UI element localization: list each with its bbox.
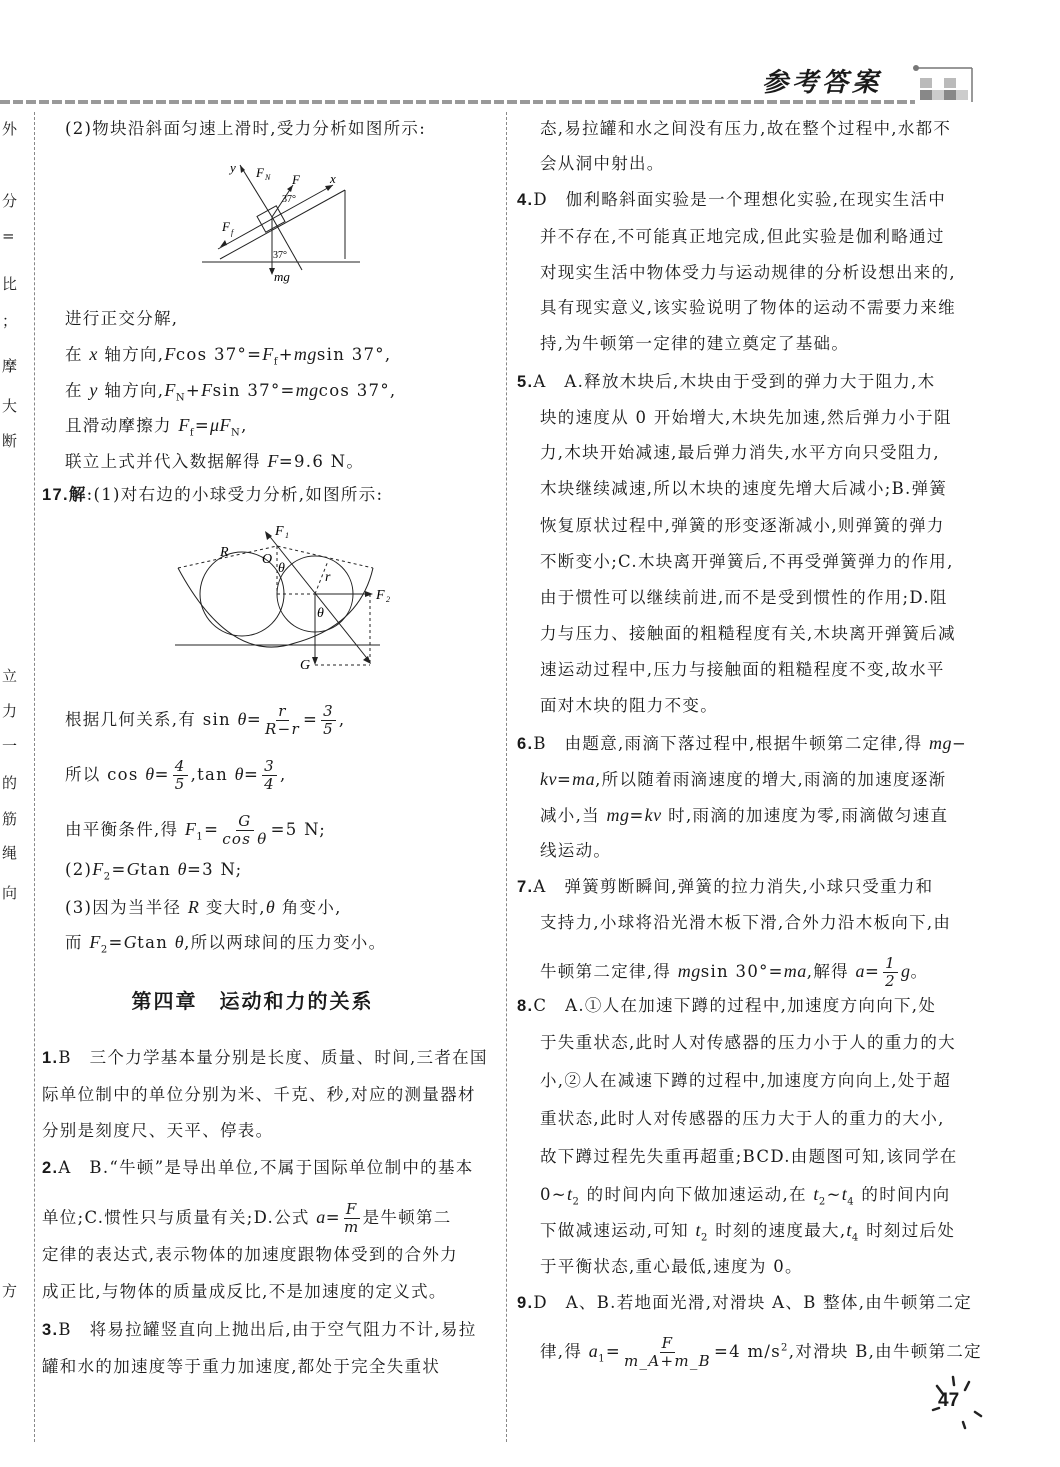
text-line [42,1120,273,1142]
text-run: 牛顿第二定律,得 [540,962,678,981]
math-symbol: θ [237,709,247,729]
subscript: 2 [572,1196,581,1208]
margin-fragment: 比 [2,275,18,293]
label-x: x [330,171,336,186]
text-line [517,995,936,1017]
text-run: cos 37°, [318,381,397,400]
text-run: 定律的表达式,表示物体的加速度跟物体受到的合外力 [42,1245,458,1264]
label-f: F [292,172,300,187]
label-O: O [262,552,273,567]
text-line [540,659,945,681]
text-line [540,297,956,319]
label-G: G [300,658,311,673]
math-symbol: mg [295,380,319,400]
numerator: 3 [264,757,275,775]
text-run: = [246,710,262,729]
text-run: =4 m/s [714,1342,782,1361]
text-run: =5 N; [270,820,327,839]
text-run: 持,为牛顿第一定律的建立奠定了基础。 [540,334,850,353]
text-line [517,732,967,755]
text-line [540,695,718,717]
text-run: D 伽利略斜面实验是一个理想化实验,在现实生活中 [533,190,947,209]
text-run: 是牛顿第二 [362,1208,452,1227]
denominator: m [343,1218,360,1236]
text-run: 的时间内向 [854,1185,951,1204]
text-run: 罐和水的加速度等于重力加速度,都处于完全失重状 [42,1357,441,1376]
text-run: 在 [65,345,90,364]
text-line [540,840,611,862]
text-run: , [338,710,346,729]
text-run: 重状态,此时人对传感器的压力大于人的重力的大小, [540,1109,945,1128]
math-symbol: mg [677,961,701,981]
text-run: 线运动。 [540,841,612,860]
text-line [540,768,946,791]
text-run: 际单位制中的单位分别为米、千克、秒,对应的测量器材 [42,1085,476,1104]
text-run: 在 [65,381,90,400]
denominator: 5 [174,775,186,793]
text-run: 态,易拉罐和水之间没有压力,故在整个过程中,水都不 [540,119,952,138]
margin-fragment: 筋 [2,810,18,828]
margin-fragment: 大 [2,397,18,415]
math-symbol: a [316,1207,326,1227]
margin-fragment: 一 [2,737,18,755]
two-spheres-force-diagram [170,515,400,675]
text-run: = [865,962,881,981]
text-line [540,118,951,140]
fraction [173,758,188,793]
text-line [540,1219,955,1249]
text-run: 会从洞中射出。 [540,154,665,173]
text-run: D A、B.若地面光滑,对滑块 A、B 整体,由牛顿第二定 [533,1293,973,1312]
text-run: ~ [826,1185,842,1204]
text-run: 成正比,与物体的质量成反比,不是加速度的定义式。 [42,1282,447,1301]
text-run: (2) [65,860,93,879]
text-line [517,371,935,393]
subscript: 2 [701,1232,709,1244]
text-run: 所以 cos [65,765,146,784]
numerator: F [661,1334,674,1352]
math-symbol: ma [572,769,596,789]
column-divider [506,112,507,1442]
math-symbol: F [184,819,197,839]
text-run: =3 N; [186,860,243,879]
text-run: , [279,765,287,784]
text-run: A A.释放木块后,木块由于受到的弹力大于阻力,木 [533,372,936,391]
text-run: 联立上式并代入数据解得 [65,452,268,471]
text-run: ,tan [190,765,235,784]
text-line [540,442,940,464]
text-run: 分别是刻度尺、天平、停表。 [42,1121,274,1140]
text-run: A B.“牛顿”是导出单位,不属于国际单位制中的基本 [58,1158,474,1177]
math-symbol: θ [265,897,276,917]
text-line [540,478,947,500]
math-symbol: F [164,380,176,400]
subscript: 1 [598,1353,606,1365]
label-theta: θ [317,606,324,621]
text-run: 单位;C.惯性只与质量有关;D.公式 [42,1208,317,1227]
math-symbol: y [89,380,98,400]
text-line [42,1319,477,1341]
math-symbol: θ [174,932,185,952]
math-symbol: a [588,1341,599,1361]
text-line [65,813,326,848]
text-run: 角变小, [275,898,342,917]
math-symbol: t [566,1184,573,1204]
numerator: 3 [323,702,334,720]
item-number: 8. [517,997,534,1015]
item-number: 解 [68,486,87,504]
label-r: r [325,570,331,585]
text-run: B 三个力学基本量分别是长度、质量、时间,三者在国 [58,1048,488,1067]
margin-fragment: 向 [2,884,18,902]
margin-fragment: 力 [2,702,18,720]
text-line [540,407,952,429]
text-line [65,703,345,738]
math-symbol: F [267,451,279,471]
text-run: B 由题意,雨滴下落过程中,根据牛顿第二定律,得 [533,734,929,753]
text-line [540,804,948,827]
math-symbol: R [187,897,200,917]
margin-fragment: ； [2,312,18,330]
text-run: tan [137,933,175,952]
math-symbol: ma [783,961,807,981]
text-run: :(1)对右边的小球受力分析,如图所示: [86,485,384,504]
margin-fragment: 的 [2,774,18,792]
math-symbol: t [846,1220,852,1240]
text-line [540,623,956,645]
denominator: cos θ [222,830,268,848]
text-run: 且滑动摩擦力 [65,416,179,435]
text-run: 根据几何关系,有 sin [65,710,238,729]
math-symbol: g [900,961,911,981]
text-line [65,414,248,444]
text-run: 由平衡条件,得 [65,820,185,839]
text-line [42,484,383,506]
text-run: − [951,734,968,753]
item-number: 4. [517,191,534,209]
item-number: 9. [517,1294,534,1312]
text-line [65,896,342,919]
text-run: + [278,345,294,364]
subscript: 2 [100,944,109,956]
text-run: = [154,765,170,784]
text-run: 的时间内向下做加速运动,在 [580,1185,814,1204]
text-line [65,308,178,330]
label-f2: F [376,588,385,603]
math-symbol: G [126,859,141,879]
subscript: 2 [818,1196,827,1208]
subscript: N [231,427,242,439]
text-line [65,858,242,888]
subscript: 1 [196,831,205,843]
text-run: = [556,770,573,789]
subscript: 4 [851,1232,860,1244]
text-run: ,对滑块 B,由牛顿第二定 [788,1342,982,1361]
text-run: = [605,1342,622,1361]
header-decoration-icon [910,62,980,104]
math-symbol: kv [644,805,662,825]
numerator: F [345,1200,358,1218]
label-f2-sub: 2 [386,595,390,604]
math-symbol: G [123,932,138,952]
text-run: 速运动过程中,压力与接触面的粗糙程度不变,故水平 [540,660,945,679]
text-run: cos 37°= [175,345,263,364]
math-symbol: mg [606,805,630,825]
text-run: 下做减速运动,可知 [540,1221,696,1240]
text-line [42,1084,476,1106]
numerator: 1 [885,954,896,972]
numerator: r [278,702,287,720]
math-symbol: F [201,380,213,400]
text-run: 木块继续减速,所以木块的速度先增大后减小;B.弹簧 [540,479,948,498]
label-ff: F [222,219,230,234]
column-divider [34,112,35,1442]
text-line [540,551,954,573]
fraction [262,758,277,793]
text-run: 并不存在,不可能真正地完成,但此实验是伽利略通过 [540,227,945,246]
fraction [344,1201,360,1236]
text-line [540,515,945,537]
text-run: 变大时, [199,898,266,917]
label-theta: θ [278,561,285,576]
text-run: =9.6 N。 [278,452,365,471]
text-line [540,1335,982,1370]
text-run: 由于惯性可以继续前进,而不是受到惯性的作用;D.阻 [540,588,948,607]
header-title: 参考答案 [762,68,883,98]
math-symbol: mg [293,344,317,364]
text-line [540,153,665,175]
text-run: tan [140,860,178,879]
math-symbol: x [89,344,98,364]
text-line [540,262,956,284]
denominator: 2 [885,972,896,990]
label-fn: F [256,165,264,180]
text-run: = [302,710,319,729]
text-run: 具有现实意义,该实验说明了物体的运动不需要力来维 [540,298,956,317]
text-run: 轴方向, [97,345,165,364]
math-symbol: t [841,1184,848,1204]
text-line [42,1356,440,1378]
fraction [222,813,267,848]
text-run: sin 37°= [212,381,296,400]
subscript: 2 [103,871,112,883]
label-fn-sub: N [265,173,271,182]
text-run: 时刻的速度最大, [708,1221,847,1240]
text-line [65,758,287,793]
text-run: , [241,416,248,435]
math-symbol: F [92,859,104,879]
text-run: 进行正交分解, [65,309,179,328]
text-run: 小,②人在减速下蹲的过程中,加速度方向向上,处于超 [540,1071,952,1090]
math-symbol: F [178,415,190,435]
text-run: 律,得 [540,1342,589,1361]
text-run: 故下蹲过程先失重再超重;BCD.由题图可知,该同学在 [540,1147,958,1166]
margin-fragment: 立 [2,667,18,685]
fraction [624,1335,711,1370]
item-number: 17. [42,486,69,504]
text-run: = [111,860,127,879]
text-run: = [108,933,124,952]
item-number: 7. [517,878,534,896]
denominator: 4 [264,775,275,793]
text-run: = [194,416,211,435]
label-y: y [230,160,236,175]
text-line [540,333,849,355]
math-symbol: F [89,932,101,952]
text-run: ,解得 [806,962,856,981]
text-run: C A.①人在加速下蹲的过程中,加速度方向向下,处 [533,996,937,1015]
header-divider [0,100,915,104]
text-line [517,1292,972,1314]
text-run: = [629,806,645,825]
text-run: sin 30°= [700,962,784,981]
numerator: 4 [174,757,186,775]
text-line [540,1256,803,1278]
subscript: f [273,356,279,368]
text-run: 面对木块的阻力不变。 [540,696,718,715]
text-run: 减小,当 [540,806,607,825]
text-line [540,1032,956,1054]
text-run: = [244,765,260,784]
margin-fragment: = [2,227,15,245]
label-f1-sub: 1 [285,531,289,540]
label-f1: F [275,524,284,539]
text-line [65,118,426,140]
math-symbol: a [855,961,865,981]
label-angle: 37° [282,194,296,205]
text-run: 支持力,小球将沿光滑木板下滑,合外力沿木板向下,由 [540,913,952,932]
math-symbol: t [813,1184,819,1204]
item-number: 6. [517,735,534,753]
text-run: 力,木块开始减速,最后弹力消失,水平方向只受阻力, [540,443,940,462]
item-number: 2. [42,1159,59,1177]
math-symbol: θ [177,859,187,879]
superscript: 2 [781,1342,789,1354]
text-run: 。 [910,962,929,981]
text-line [42,1157,474,1179]
text-run: ,所以两球间的压力变小。 [184,933,387,952]
text-run: B 将易拉罐竖直向上抛出后,由于空气阻力不计,易拉 [58,1320,477,1339]
text-line [540,955,928,990]
text-run: 0~ [540,1185,567,1204]
fraction [321,703,336,738]
text-run: (3)因为当半径 [65,898,188,917]
math-symbol: kv [540,769,557,789]
label-ff-sub: f [231,228,234,237]
subscript: N [175,392,186,404]
margin-fragment: 摩 [2,357,18,375]
label-mg: mg [274,269,290,284]
text-run: 块的速度从 0 开始增大,木块先加速,然后弹力小于阻 [540,408,952,427]
margin-fragment: 分 [2,192,18,210]
numerator: G [238,812,252,830]
item-number: 1. [42,1049,59,1067]
math-symbol: μF [210,415,232,435]
fraction [883,955,898,990]
text-line [65,343,391,373]
margin-fragment: 外 [2,120,18,138]
text-line [42,1201,452,1236]
text-run: = [204,820,220,839]
text-run: 于平衡状态,重心最低,速度为 0。 [540,1257,803,1276]
text-line [517,189,946,211]
text-line [540,912,951,934]
text-line [42,1047,488,1069]
text-run: ,所以随着雨滴速度的增大,雨滴的加速度逐渐 [595,770,947,789]
text-line [540,587,948,609]
text-line [540,1146,958,1168]
label-angle: 37° [273,250,287,261]
chapter-heading: 第四章 运动和力的关系 [131,989,374,1013]
text-run: 轴方向, [97,381,165,400]
math-symbol: F [262,344,274,364]
text-line [517,876,933,898]
text-run: 时刻过后处 [859,1221,956,1240]
label-R: R [220,545,229,560]
text-run: 时,雨滴的加速度为零,雨滴做匀速直 [661,806,949,825]
text-run: 不断变小;C.木块离开弹簧后,不再受弹簧弹力的作用, [540,552,954,571]
fraction [265,703,300,738]
text-run: = [325,1208,341,1227]
text-line [540,1070,951,1092]
text-run: 恢复原状过程中,弹簧的形变逐渐减小,则弹簧的弹力 [540,516,945,535]
incline-force-diagram [190,155,370,285]
text-line [65,450,364,473]
text-line [65,379,396,409]
text-run: 对现实生活中物体受力与运动规律的分析设想出来的, [540,263,956,282]
text-run: 于失重状态,此时人对传感器的压力小于人的重力的大 [540,1033,956,1052]
math-symbol: F [164,344,176,364]
text-line [540,1183,950,1213]
margin-fragment: 方 [2,1282,18,1300]
margin-fragment: 断 [2,432,18,450]
subscript: f [189,427,195,439]
denominator: m_A+m_B [624,1352,711,1370]
text-run: + [185,381,202,400]
text-run: (2)物块沿斜面匀速上滑时,受力分析如图所示: [65,119,427,138]
page-number: 47 [938,1390,960,1411]
text-line [65,931,386,961]
item-number: 5. [517,373,534,391]
text-run: sin 37°, [316,345,392,364]
item-number: 3. [42,1321,59,1339]
text-run: A 弹簧剪断瞬间,弹簧的拉力消失,小球只受重力和 [533,877,934,896]
text-line [540,1108,945,1130]
text-line [540,226,945,248]
text-line [42,1244,458,1266]
denominator: 5 [323,720,334,738]
text-run: 力与压力、接触面的粗糙程度有关,木块离开弹簧后减 [540,624,956,643]
margin-fragment: 绳 [2,844,18,862]
math-symbol: θ [145,764,155,784]
math-symbol: mg [928,733,952,753]
math-symbol: θ [234,764,244,784]
math-symbol: t [695,1220,702,1240]
subscript: 4 [847,1196,855,1208]
text-line [42,1281,447,1303]
text-run: 而 [65,933,90,952]
denominator: R−r [265,720,300,738]
